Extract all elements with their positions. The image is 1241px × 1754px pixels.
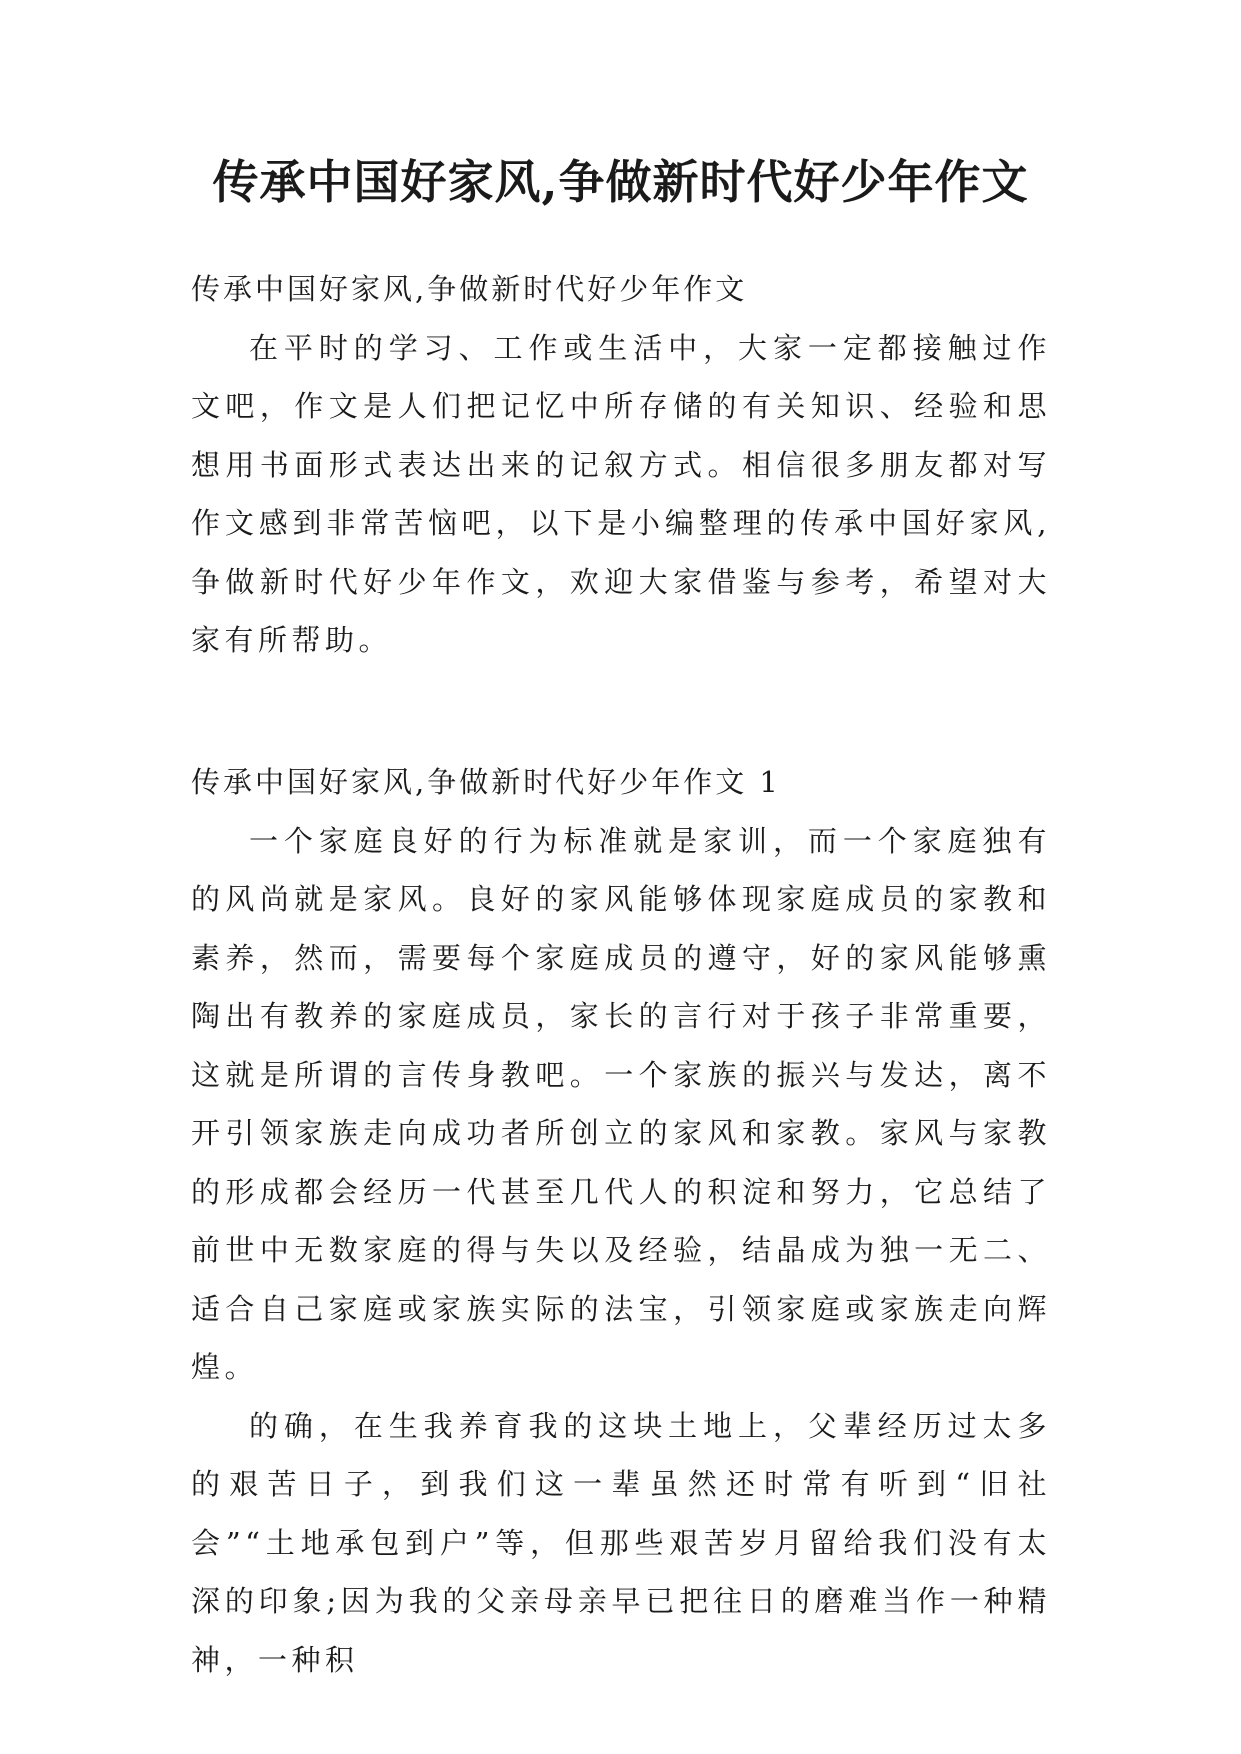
section-heading: 传承中国好家风,争做新时代好少年作文 1 (191, 765, 781, 799)
document-title: 传承中国好家风,争做新时代好少年作文 (212, 155, 1029, 209)
paragraph: 一个家庭良好的行为标准就是家训，而一个家庭独有的风尚就是家风。良好的家风能够体现家庭成员的家教和素养，然而，需要每个家庭成员的遵守，好的家风能够熏陶出有教养的家庭成员，家长的言行对于孩子非常重要，这就是所谓的言传身教吧。一个家族的振兴与发达，离不开引领家族走向成功者所创立的家风和家教。家风与家教的形成都会经历一代甚至几代人的积淀和努力，它总结了前世中无数家庭的得与失以及经验，结晶成为独一无二、适合自己家庭或家族实际的法宝，引领家庭或家族走向辉煌。 (191, 823, 1051, 1384)
essay-section-1 (191, 753, 1051, 1689)
intro-paragraph: 在平时的学习、工作或生活中，大家一定都接触过作文吧，作文是人们把记忆中所存储的有关知识、经验和思想用书面形式表达出来的记叙方式。相信很多朋友都对写作文感到非常苦恼吧，以下是小编整理的传承中国好家风,争做新时代好少年作文，欢迎大家借鉴与参考，希望对大家有所帮助。 (191, 330, 1051, 657)
intro-section (191, 260, 1051, 670)
intro-heading: 传承中国好家风,争做新时代好少年作文 (191, 272, 748, 306)
paragraph: 的确，在生我养育我的这块土地上，父辈经历过太多的艰苦日子，到我们这一辈虽然还时常有听到“旧社会”“土地承包到户”等，但那些艰苦岁月留给我们没有太深的印象;因为我的父亲母亲早已把往日的磨难当作一种精神，一种积 (191, 1408, 1051, 1677)
